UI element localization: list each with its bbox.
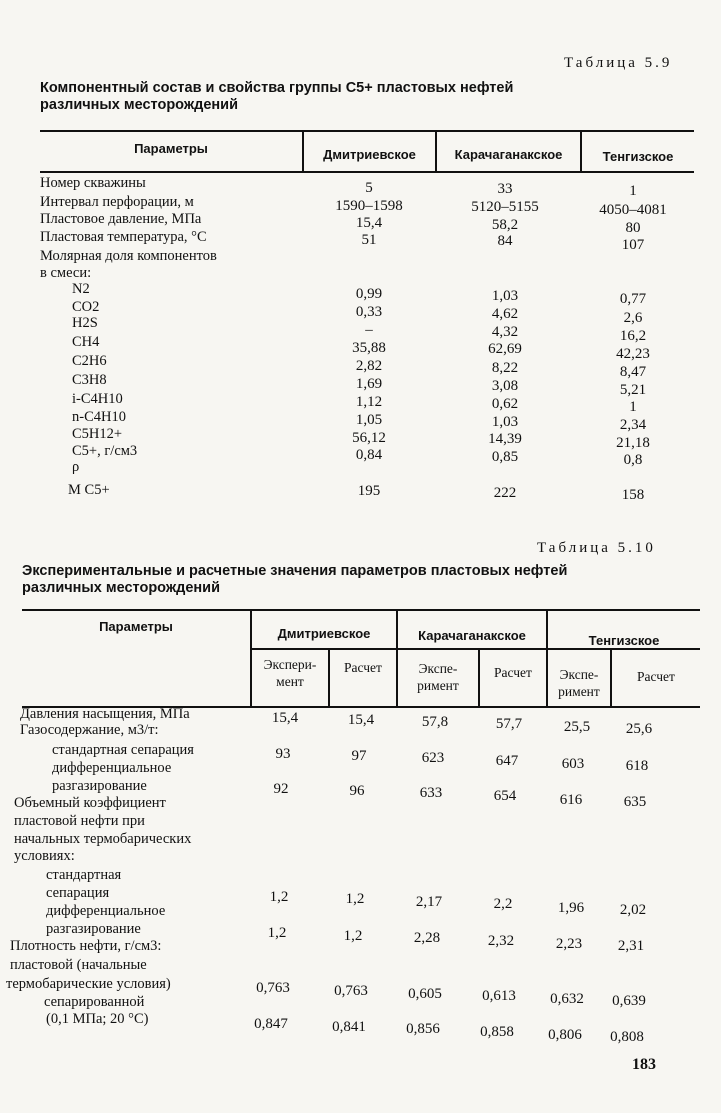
table-cell: 4,32 [491,324,519,340]
table-cell: 57,7 [495,716,523,732]
row-label: (0,1 МПа; 20 °C) [46,1011,149,1027]
column-header: Дмитриевское [277,626,371,641]
table-cell: 1,96 [557,900,585,916]
rule [40,171,694,173]
table-cell: 0,8 [623,452,643,468]
table-cell: 8,47 [619,364,647,380]
column-header: Параметры [99,619,173,634]
row-label: разгазирование [46,921,141,937]
table-cell: 2,02 [619,902,647,918]
table-cell: 1,03 [491,414,519,430]
table-cell: 0,85 [491,449,519,465]
page-number: 183 [632,1056,656,1073]
table-cell: 2,2 [493,896,513,912]
table-cell: 51 [361,232,377,248]
table-cell: 1,2 [269,889,289,905]
row-label: M C5+ [68,482,110,498]
row-label: CH4 [72,334,100,350]
table-cell: 2,28 [413,930,441,946]
table-cell: 0,632 [550,991,584,1007]
table-cell: 2,6 [623,310,643,326]
row-label: дифференциальное [46,903,166,919]
table-cell: 80 [625,220,641,236]
row-label: пластовой нефти при [14,813,145,829]
table-cell: 2,17 [415,894,443,910]
table-cell: 603 [561,756,585,772]
table-cell: 1 [629,399,637,415]
row-label: Пластовая температура, °C [40,229,207,245]
row-label: начальных термобарических [14,831,192,847]
column-subheader: Расчет [344,660,382,675]
table-cell: 654 [493,788,517,804]
row-label: пластовой (начальные [10,957,147,973]
row-label: дифференциальное [52,760,172,776]
column-subheader: Расчет [494,665,532,680]
table-cell: 0,639 [612,993,646,1009]
row-label: C3H8 [72,372,107,388]
table-cell: 633 [419,785,443,801]
table-cell: 1590–1598 [335,198,403,214]
table-cell: 3,08 [491,378,519,394]
row-label: сепарированной [44,994,145,1010]
table-cell: 42,23 [616,346,650,362]
row-label: Давления насыщения, МПа [20,706,190,722]
table-cell: 5 [365,180,373,196]
column-header: Дмитриевское [323,147,416,162]
table-cell: 25,5 [563,719,591,735]
table-cell: 1,05 [355,412,383,428]
table-cell: 2,34 [619,417,647,433]
rule [250,648,700,650]
row-label: H2S [72,315,98,331]
row-label: N2 [72,281,90,297]
table-cell: 97 [351,748,367,764]
table-cell: 25,6 [625,721,653,737]
table-cell: 2,32 [487,933,515,949]
table-cell: 195 [357,483,381,499]
column-header: Тенгизское [602,149,674,164]
row-label: n-C4H10 [72,409,126,425]
column-subheader: Экспе-римент [417,661,459,693]
table-cell: 623 [421,750,445,766]
table-cell: 14,39 [488,431,522,447]
table-cell: – [365,322,373,338]
table-cell: 107 [621,237,645,253]
row-label: термобарические условия) [6,976,171,992]
column-header: Параметры [134,141,208,156]
table-cell: 92 [273,781,289,797]
table-cell: 4,62 [491,306,519,322]
table-cell: 635 [623,794,647,810]
row-label: разгазирование [52,778,147,794]
column-header: Тенгизское [588,633,660,648]
table-cell: 4050–4081 [599,202,667,218]
table-cell: 1,03 [491,288,519,304]
table-cell: 93 [275,746,291,762]
table-cell: 1 [629,183,637,199]
table-title: Экспериментальные и расчетные значения параметров пластовых нефтей различных месторождений [22,563,568,596]
table-caption: Таблица 5.9 [564,55,673,71]
table-cell: 15,4 [355,215,383,231]
row-label: сепарация [46,885,110,901]
table-cell: 5,21 [619,382,647,398]
table-cell: 57,8 [421,714,449,730]
table-cell: 0,613 [482,988,516,1004]
column-subheader: Экспери-мент [263,657,317,689]
table-cell: 158 [621,487,645,503]
row-label: стандартная [46,867,122,883]
row-label: Пластовое давление, МПа [40,211,202,227]
row-label: Молярная доля компонентов [40,248,217,264]
table-cell: 1,2 [267,925,287,941]
table-caption: Таблица 5.10 [537,540,656,556]
table-cell: 0,763 [256,980,290,996]
table-cell: 5120–5155 [471,199,539,215]
table-title: Компонентный состав и свойства группы C5+ пластовых нефтей различных месторождений [40,80,514,113]
table-cell: 1,12 [355,394,383,410]
table-cell: 84 [497,233,513,249]
column-subheader: Экспе-римент [558,667,600,699]
table-cell: 35,88 [352,340,386,356]
table-cell: 0,605 [408,986,442,1002]
table-cell: 0,99 [355,286,383,302]
row-label: ρ [72,459,80,475]
column-header: Карачаганакское [454,147,563,162]
table-cell: 16,2 [619,328,647,344]
table-cell: 2,31 [617,938,645,954]
table-cell: 222 [493,485,517,501]
row-label: C5+, г/см3 [72,443,138,459]
table-cell: 0,77 [619,291,647,307]
table-cell: 96 [349,783,365,799]
table-cell: 2,82 [355,358,383,374]
table-cell: 15,4 [347,712,375,728]
row-label: Газосодержание, м3/т: [20,722,159,738]
table-cell: 616 [559,792,583,808]
table-cell: 0,847 [254,1016,288,1032]
row-label: в смеси: [40,265,92,281]
row-label: Плотность нефти, г/см3: [10,938,162,954]
table-cell: 0,856 [406,1021,440,1037]
table-cell: 0,62 [491,396,519,412]
table-cell: 21,18 [616,435,650,451]
table-cell: 56,12 [352,430,386,446]
table-cell: 58,2 [491,217,519,233]
table-cell: 647 [495,753,519,769]
table-cell: 0,858 [480,1024,514,1040]
row-label: условиях: [14,848,75,864]
row-label: Объемный коэффициент [14,795,166,811]
row-label: i-C4H10 [72,391,123,407]
rule [22,609,700,611]
table-cell: 0,808 [610,1029,644,1045]
row-label: C5H12+ [72,426,123,442]
row-label: CO2 [72,299,100,315]
table-cell: 0,763 [334,983,368,999]
table-cell: 2,23 [555,936,583,952]
column-subheader: Расчет [637,669,675,684]
rule [328,649,330,706]
row-label: Номер скважины [40,175,146,191]
table-cell: 33 [497,181,513,197]
column-header: Карачаганакское [418,628,526,643]
row-label: C2H6 [72,353,107,369]
table-cell: 62,69 [488,341,522,357]
rule [40,130,694,132]
table-cell: 1,69 [355,376,383,392]
table-cell: 1,2 [343,928,363,944]
table-cell: 0,841 [332,1019,366,1035]
row-label: стандартная сепарация [52,742,194,758]
table-cell: 8,22 [491,360,519,376]
table-cell: 0,806 [548,1027,582,1043]
table-cell: 0,33 [355,304,383,320]
row-label: Интервал перфорации, м [40,194,194,210]
table-cell: 618 [625,758,649,774]
table-cell: 1,2 [345,891,365,907]
table-cell: 0,84 [355,447,383,463]
table-cell: 15,4 [271,710,299,726]
